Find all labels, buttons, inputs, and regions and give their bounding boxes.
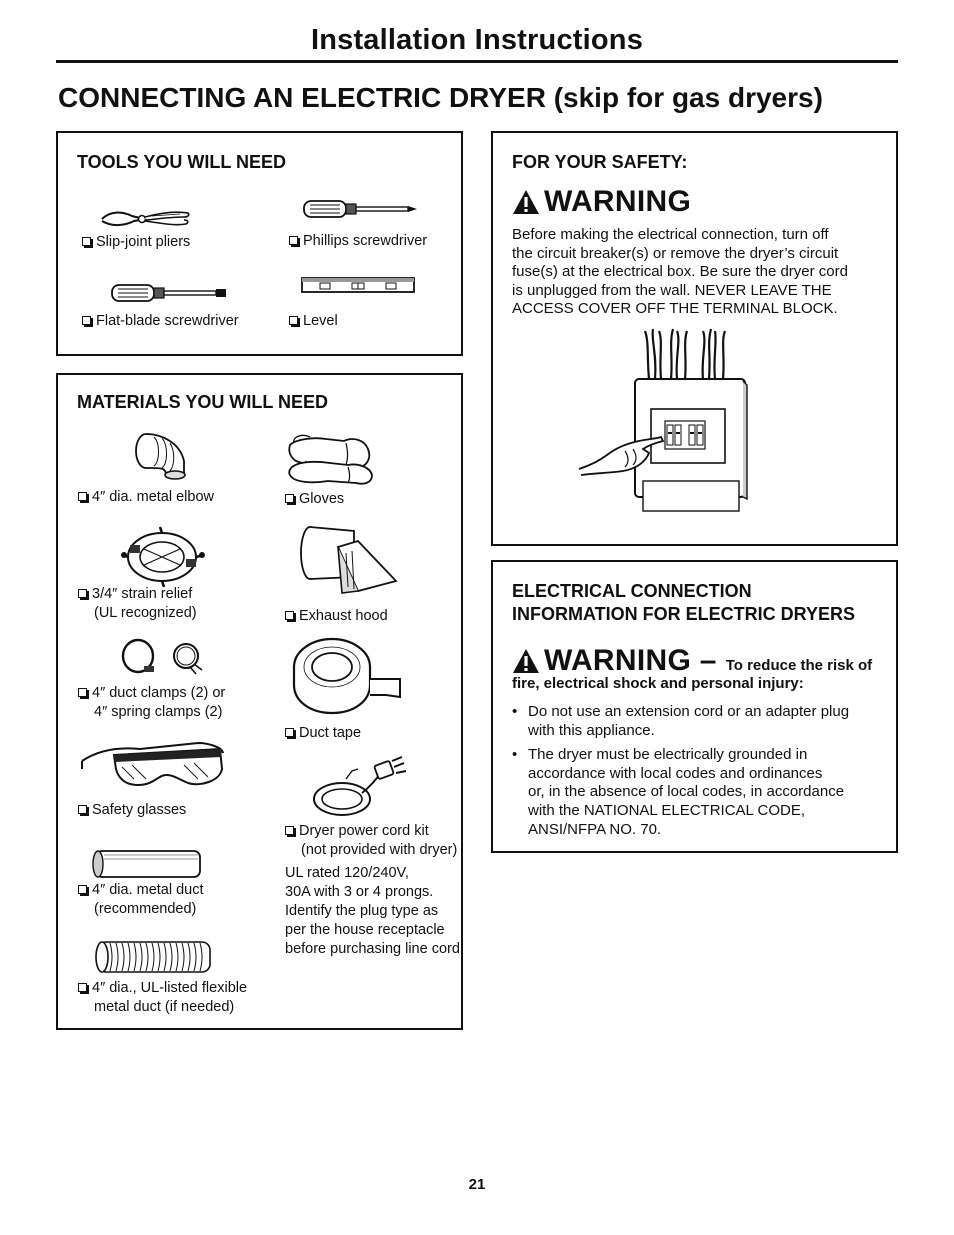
- safety-warning-heading: WARNING: [512, 185, 691, 219]
- material-caption-elbow: 4″ dia. metal elbow: [78, 488, 214, 507]
- tool-caption-level: Level: [289, 312, 338, 331]
- material-caption-metal-duct: 4″ dia. metal duct (recommended): [78, 881, 204, 919]
- list-item: • Do not use an extension cord or an adapter plug with this appliance.: [512, 703, 892, 740]
- electrical-title: ELECTRICAL CONNECTION INFORMATION FOR ELECTRIC DRYERS: [512, 581, 855, 624]
- checkbox-icon: [285, 494, 294, 503]
- checkbox-icon: [285, 728, 294, 737]
- power-cord-icon: [310, 759, 410, 823]
- checkbox-icon: [78, 885, 87, 894]
- section-title: CONNECTING AN ELECTRIC DRYER (skip for gas dryers): [58, 82, 823, 113]
- tool-caption-flat: Flat-blade screwdriver: [82, 312, 239, 331]
- checkbox-icon: [82, 316, 91, 325]
- checkbox-icon: [78, 983, 87, 992]
- strain-relief-icon: [120, 527, 206, 589]
- tools-box: [56, 131, 463, 356]
- duct-clamps-icon: [120, 636, 220, 676]
- warning-triangle-icon: [512, 189, 540, 215]
- material-caption-flex-duct: 4″ dia., UL-listed flexible metal duct (if needed): [78, 979, 247, 1017]
- material-caption-strain-relief: 3/4″ strain relief (UL recognized): [78, 585, 197, 623]
- materials-box: [56, 373, 463, 1030]
- material-caption-gloves: Gloves: [285, 490, 344, 509]
- electrical-warning-heading: WARNING – To reduce the risk of: [512, 644, 872, 678]
- materials-title: MATERIALS YOU WILL NEED: [77, 392, 329, 412]
- level-icon: [300, 275, 418, 295]
- checkbox-icon: [78, 805, 87, 814]
- electrical-box: [491, 560, 898, 853]
- safety-glasses-icon: [80, 743, 226, 791]
- material-caption-tape: Duct tape: [285, 724, 361, 743]
- safety-title: FOR YOUR SAFETY:: [512, 152, 688, 172]
- tools-title: TOOLS YOU WILL NEED: [77, 152, 287, 172]
- header-rule: [56, 60, 898, 63]
- list-item: • The dryer must be electrically grounded in accordance with local codes and ordinances or, in the absence of local codes, in accordance with the NATIONAL ELECTRICAL CODE, ANSI/NFPA NO. 70.: [512, 746, 892, 839]
- page-number: 21: [468, 1176, 486, 1193]
- flexible-duct-icon: [94, 939, 214, 975]
- warning-triangle-icon: [512, 648, 540, 674]
- checkbox-icon: [289, 316, 298, 325]
- metal-elbow-icon: [132, 431, 192, 481]
- cord-note: UL rated 120/240V, 30A with 3 or 4 prongs. Identify the plug type as per the house receptacle before purchasing line cord.: [285, 865, 464, 957]
- checkbox-icon: [82, 237, 91, 246]
- duct-tape-icon: [292, 635, 404, 719]
- safety-warning-text: Before making the electrical connection, turn off the circuit breaker(s) or remove the dryer’s circuit fuse(s) at the electrical box. Be sure the dryer cord is unplugged from the wall. NEVER LEAVE THE ACCESS COVER OFF THE TERMINAL BLOCK.: [512, 226, 848, 318]
- gloves-icon: [286, 431, 378, 485]
- tool-caption-pliers: Slip-joint pliers: [82, 233, 190, 252]
- material-caption-clamps: 4″ duct clamps (2) or 4″ spring clamps (2): [78, 684, 225, 722]
- checkbox-icon: [289, 236, 298, 245]
- tool-caption-phillips: Phillips screwdriver: [289, 232, 427, 251]
- checkbox-icon: [285, 611, 294, 620]
- checkbox-icon: [285, 826, 294, 835]
- material-caption-hood: Exhaust hood: [285, 607, 388, 626]
- circuit-breaker-box-icon: [577, 329, 757, 519]
- metal-duct-icon: [90, 849, 206, 879]
- electrical-warning-line2: fire, electrical shock and personal injury:: [512, 675, 804, 692]
- phillips-screwdriver-icon: [302, 197, 420, 221]
- exhaust-hood-icon: [298, 523, 398, 599]
- page-header-title: Installation Instructions: [310, 24, 644, 56]
- checkbox-icon: [78, 688, 87, 697]
- checkbox-icon: [78, 589, 87, 598]
- electrical-bullets: [512, 703, 892, 845]
- material-caption-cord: Dryer power cord kit (not provided with dryer): [285, 822, 457, 860]
- safety-box: [491, 131, 898, 546]
- material-caption-glasses: Safety glasses: [78, 801, 186, 820]
- checkbox-icon: [78, 492, 87, 501]
- pliers-icon: [100, 207, 192, 231]
- flat-screwdriver-icon: [110, 281, 230, 305]
